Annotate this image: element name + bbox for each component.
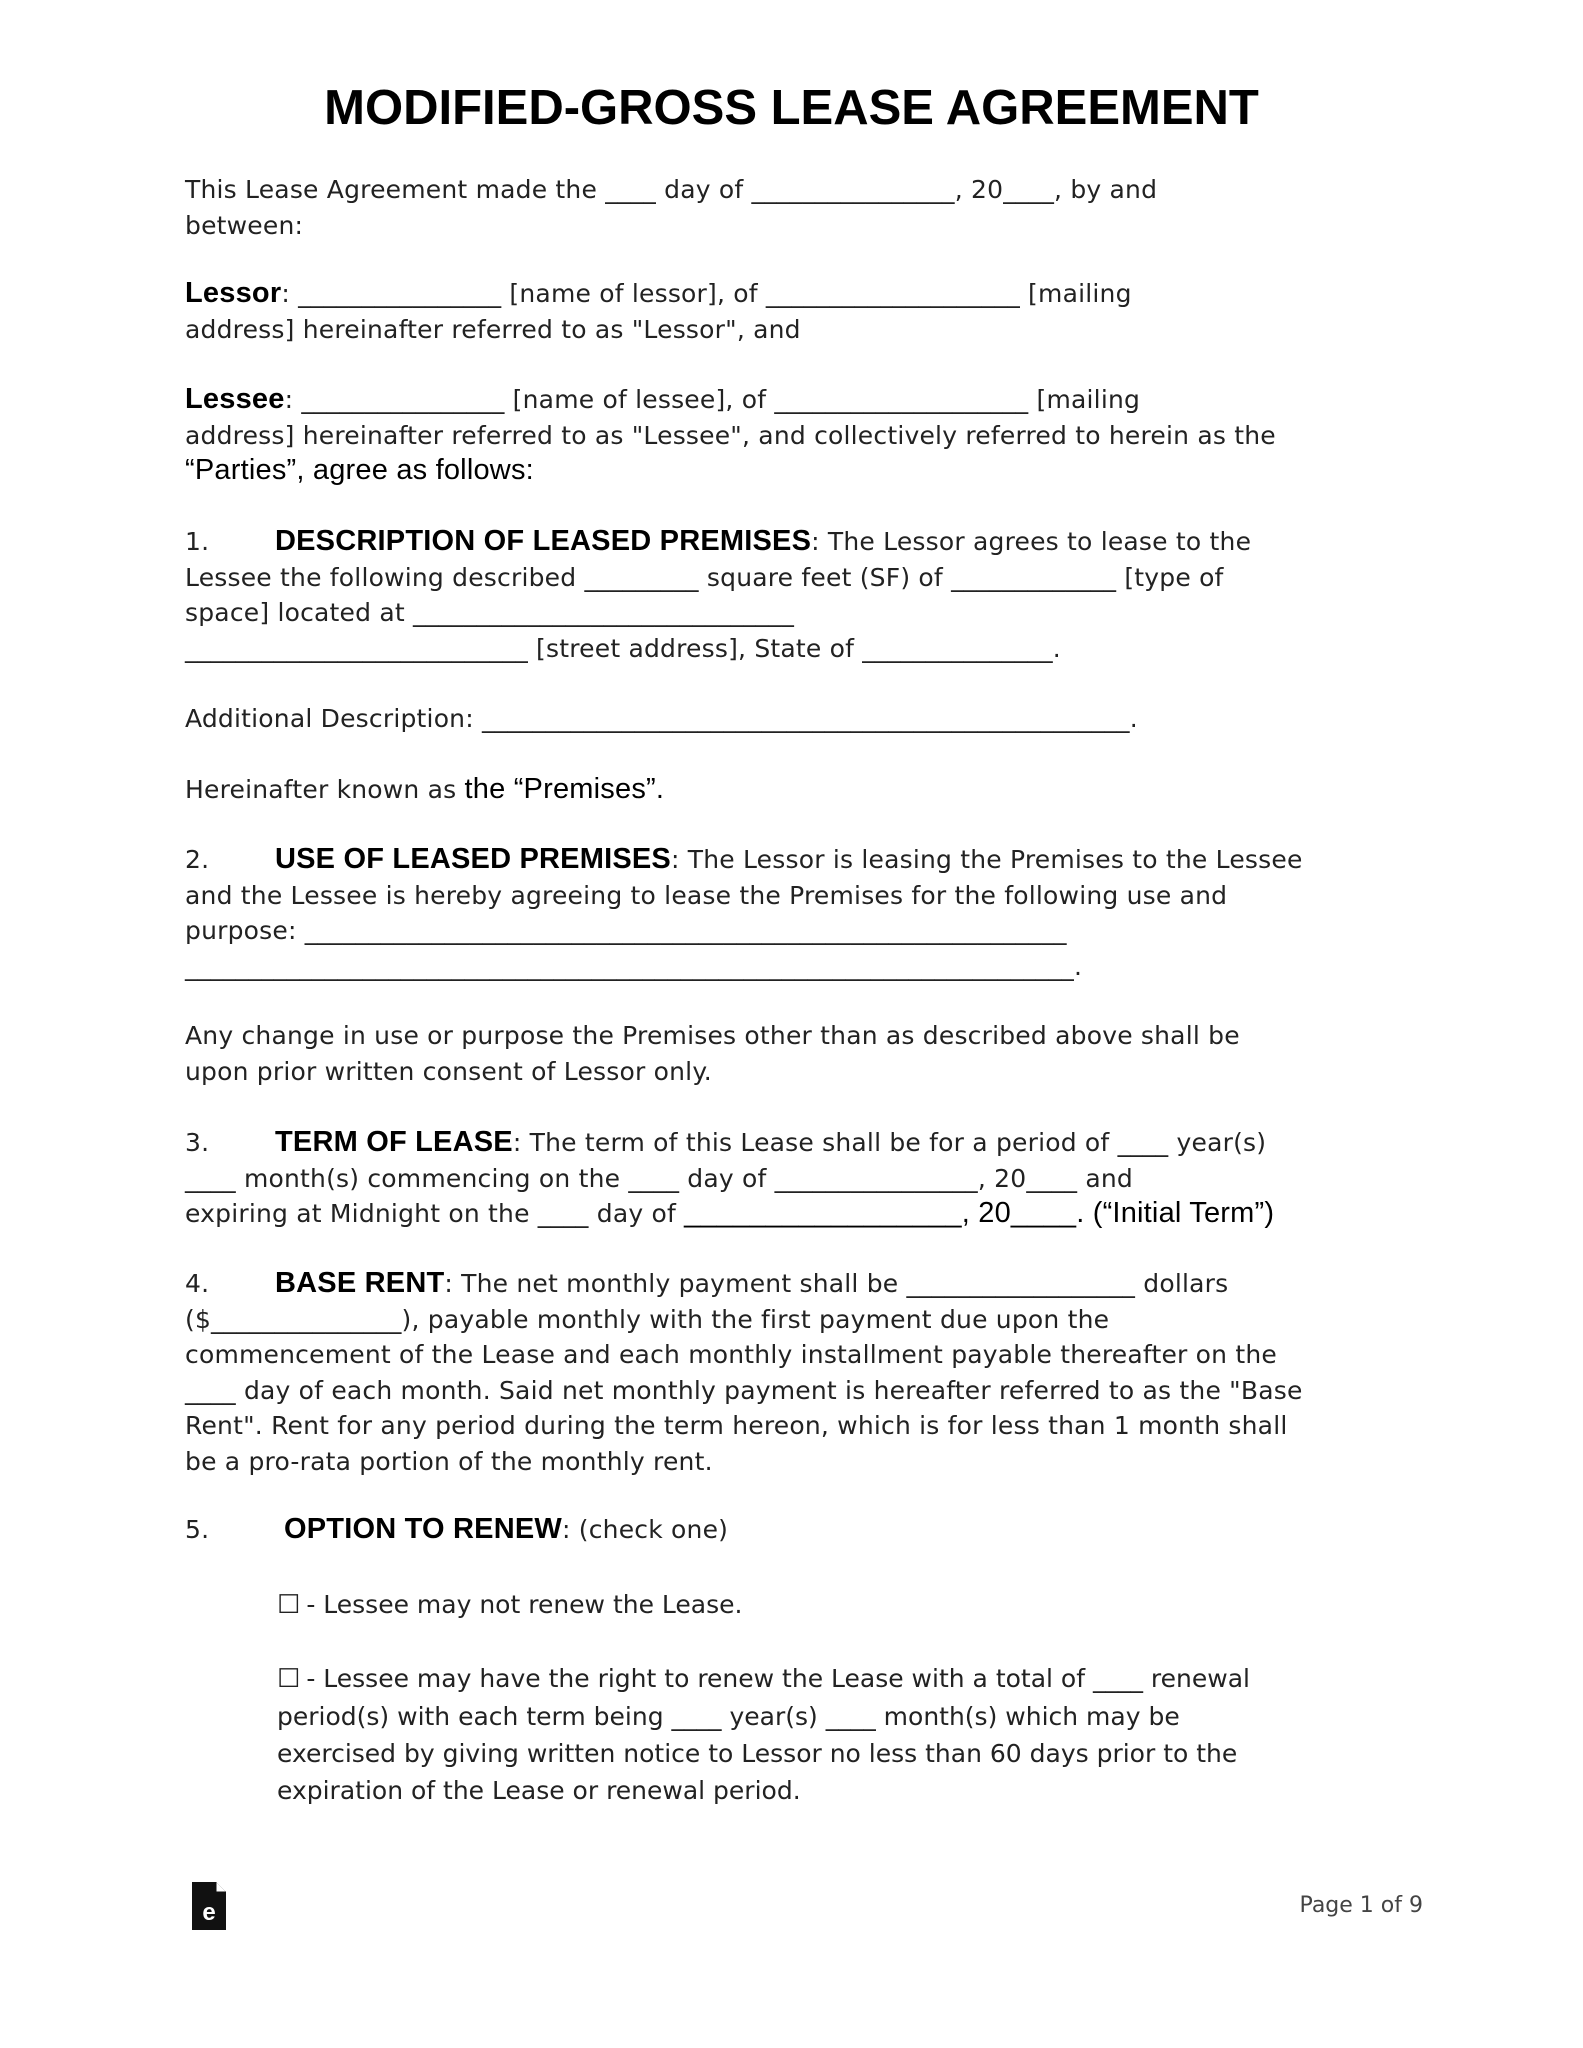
lessor-line-1: : ________________ [name of lessor], of ____________________ [mailing — [281, 279, 1132, 308]
section-2-number: 2. — [185, 845, 210, 874]
section-4-line-4: ____ day of each month. Said net monthly payment is hereafter referred to as the "Base — [185, 1375, 1303, 1405]
lessee-line-2: address] hereinafter referred to as "Lessee", and collectively referred to herein as the — [185, 420, 1276, 450]
section-1-number: 1. — [185, 527, 210, 556]
renew-option-2-line-4: expiration of the Lease or renewal period. — [277, 1776, 801, 1805]
lessee-label: Lessee — [185, 383, 285, 415]
renew-option-2-line-2: period(s) with each term being ____ year(s) ____ month(s) which may be — [277, 1702, 1180, 1731]
section-4-number: 4. — [185, 1269, 210, 1298]
section-5-heading: OPTION TO RENEW — [284, 1513, 562, 1545]
section-2-line-4: ______________________________________________________________________. — [185, 951, 1083, 981]
section-3-line-1: : The term of this Lease shall be for a period of ____ year(s) — [512, 1128, 1267, 1157]
section-2 — [185, 842, 1385, 984]
section-2-line-3: purpose: ____________________________________________________________ — [185, 916, 1067, 945]
section-1 — [185, 524, 1385, 666]
lessee-line-1: : ________________ [name of lessee], of ____________________ [mailing — [284, 385, 1141, 414]
section-3-line-2: ____ month(s) commencing on the ____ day of ________________, 20____ and — [185, 1163, 1133, 1193]
intro-paragraph — [185, 172, 1385, 243]
change-line-2: upon prior written consent of Lessor only. — [185, 1056, 712, 1086]
checkbox-may-renew[interactable]: ☐ — [277, 1664, 301, 1694]
section-2-line-1: : The Lessor is leasing the Premises to the Lessee — [670, 845, 1303, 874]
section-4 — [185, 1266, 1385, 1479]
section-3 — [185, 1125, 1385, 1232]
section-4-line-1: : The net monthly payment shall be __________________ dollars — [444, 1269, 1229, 1298]
renew-option-2 — [277, 1660, 1387, 1809]
section-4-line-2: ($_______________), payable monthly with the first payment due upon the — [185, 1304, 1110, 1334]
section-3-heading: TERM OF LEASE — [275, 1126, 513, 1158]
lessor-label: Lessor — [185, 277, 282, 309]
section-5 — [185, 1512, 1385, 1548]
svg-text:e: e — [202, 1899, 216, 1926]
lessor-line-2: address] hereinafter referred to as "Lessor", and — [185, 314, 801, 344]
additional-description: Additional Description: ___________________________________________________. — [185, 704, 1138, 733]
hereinafter-paragraph — [185, 772, 1385, 808]
renew-option-1 — [277, 1586, 1387, 1624]
section-4-line-3: commencement of the Lease and each monthly installment payable thereafter on the — [185, 1340, 1277, 1369]
checkbox-no-renew[interactable]: ☐ — [277, 1590, 301, 1620]
section-2-heading: USE OF LEASED PREMISES — [275, 843, 671, 875]
renew-option-1-text: - Lessee may not renew the Lease. — [306, 1590, 743, 1619]
hereinafter-text: Hereinafter known as — [185, 775, 465, 804]
section-3-line-3a: expiring at Midnight on the ____ day of — [185, 1199, 685, 1228]
section-4-heading: BASE RENT — [275, 1267, 445, 1299]
section-3-line-3b: _________________, 20____. (“Initial Term”) — [684, 1197, 1275, 1229]
section-5-line-1: : (check one) — [561, 1515, 729, 1544]
page-number: Page 1 of 9 — [1299, 1893, 1423, 1918]
lessee-line-3: “Parties”, agree as follows: — [185, 454, 534, 486]
section-4-line-5: Rent". Rent for any period during the term hereon, which is for less than 1 month shall — [185, 1411, 1288, 1440]
premises-term: the “Premises”. — [464, 773, 665, 805]
section-4-line-6: be a pro-rata portion of the monthly rent. — [185, 1446, 713, 1476]
section-5-number: 5. — [185, 1515, 210, 1544]
renew-option-2-line-3: exercised by giving written notice to Lessor no less than 60 days prior to the — [277, 1739, 1238, 1768]
intro-line-1: This Lease Agreement made the ____ day of ________________, 20____, by and — [185, 175, 1158, 204]
change-paragraph — [185, 1018, 1385, 1089]
intro-line-2: between: — [185, 210, 304, 240]
eforms-logo-icon — [190, 1880, 228, 1932]
section-1-line-2: Lessee the following described _________ square feet (SF) of _____________ [type of — [185, 562, 1224, 592]
renew-option-2-line-1: - Lessee may have the right to renew the Lease with a total of ____ renewal — [306, 1664, 1250, 1693]
section-1-line-4: ___________________________ [street address], State of _______________. — [185, 633, 1061, 663]
section-2-line-2: and the Lessee is hereby agreeing to lease the Premises for the following use and — [185, 880, 1228, 910]
section-1-heading: DESCRIPTION OF LEASED PREMISES — [275, 525, 812, 557]
change-line-1: Any change in use or purpose the Premises other than as described above shall be — [185, 1021, 1240, 1050]
document-title: MODIFIED-GROSS LEASE AGREEMENT — [324, 81, 1259, 135]
lessee-paragraph — [185, 382, 1385, 489]
section-3-number: 3. — [185, 1128, 210, 1157]
lessor-paragraph — [185, 276, 1385, 347]
section-1-line-3: space] located at ______________________________ — [185, 598, 795, 627]
section-1-line-1: : The Lessor agrees to lease to the — [811, 527, 1252, 556]
